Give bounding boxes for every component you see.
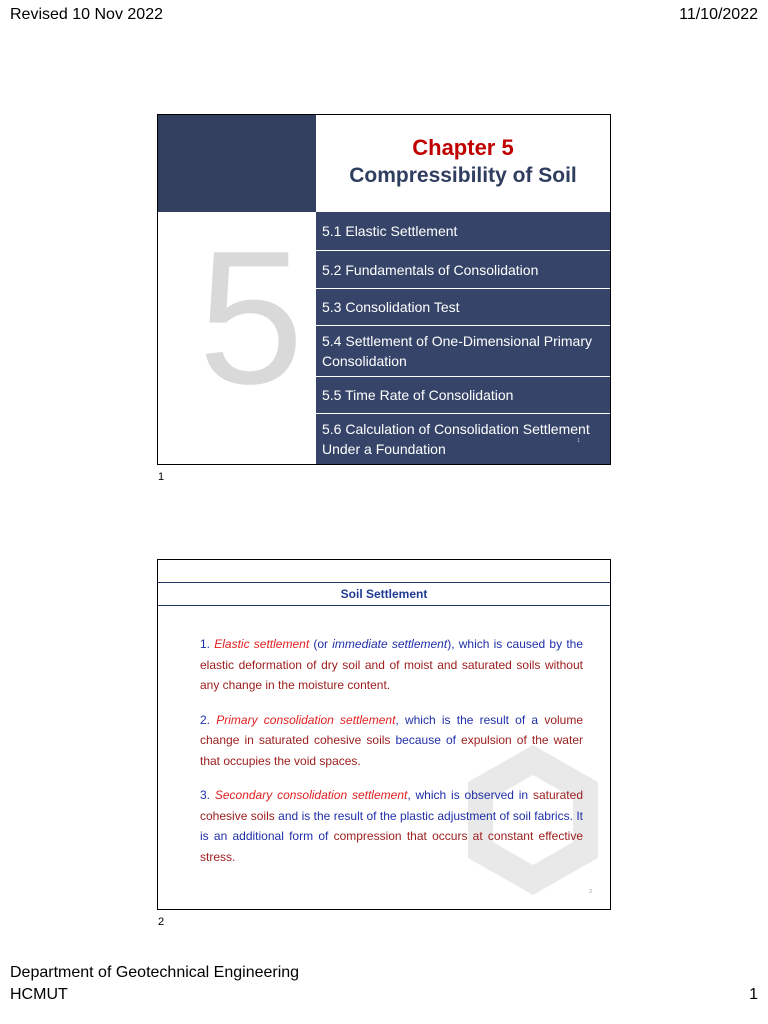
slide-1-page-label: 1 — [158, 471, 165, 483]
slide-1 — [157, 114, 611, 465]
title-color-block — [158, 115, 316, 212]
department-label: Department of Geotechnical Engineering — [10, 964, 300, 981]
slide-1-title-area — [316, 115, 610, 212]
settlement-item-2: 2. Primary consolidation settlement, which is the result of a volume change in saturated cohesive soils because of expulsion of the water that occupies the void spaces. — [200, 712, 583, 768]
slide-2-mark: 2 — [589, 889, 592, 895]
slide-2-heading: Soil Settlement — [158, 582, 610, 606]
school-label: HCMUT — [10, 986, 68, 1003]
section-item-5-4: 5.4 Settlement of One-Dimensional Primary Consolidation — [316, 326, 610, 377]
revised-label: Revised 10 Nov 2022 — [10, 6, 163, 23]
slide-1-mark: 1 — [577, 438, 580, 444]
slide-2-body — [200, 634, 583, 881]
slide-2-page-label: 2 — [158, 916, 165, 928]
section-item-5-6: 5.6 Calculation of Consolidation Settlement Under a Foundation — [316, 414, 610, 464]
section-item-5-3: 5.3 Consolidation Test — [316, 289, 610, 326]
page-number: 1 — [749, 986, 758, 1003]
slide-2 — [157, 559, 611, 910]
header-date: 11/10/2022 — [679, 6, 758, 23]
settlement-item-3: 3. Secondary consolidation settlement, which is observed in saturated cohesive soils and is the result of the plastic adjustment of soil fabrics. It is an additional form of compression that occurs at constant effective stress. — [200, 788, 583, 864]
section-item-5-5: 5.5 Time Rate of Consolidation — [316, 377, 610, 414]
section-list — [316, 212, 610, 464]
section-item-5-1: 5.1 Elastic Settlement — [316, 212, 610, 251]
settlement-item-1: 1. Elastic settlement (or immediate settlement), which is caused by the elastic deformation of dry soil and of moist and saturated soils without any change in the moisture content. — [200, 637, 584, 692]
chapter-big-number: 5 — [198, 212, 304, 424]
chapter-title: Compressibility of Soil — [349, 164, 577, 187]
section-item-5-2: 5.2 Fundamentals of Consolidation — [316, 251, 610, 289]
chapter-label: Chapter 5 — [412, 135, 514, 160]
